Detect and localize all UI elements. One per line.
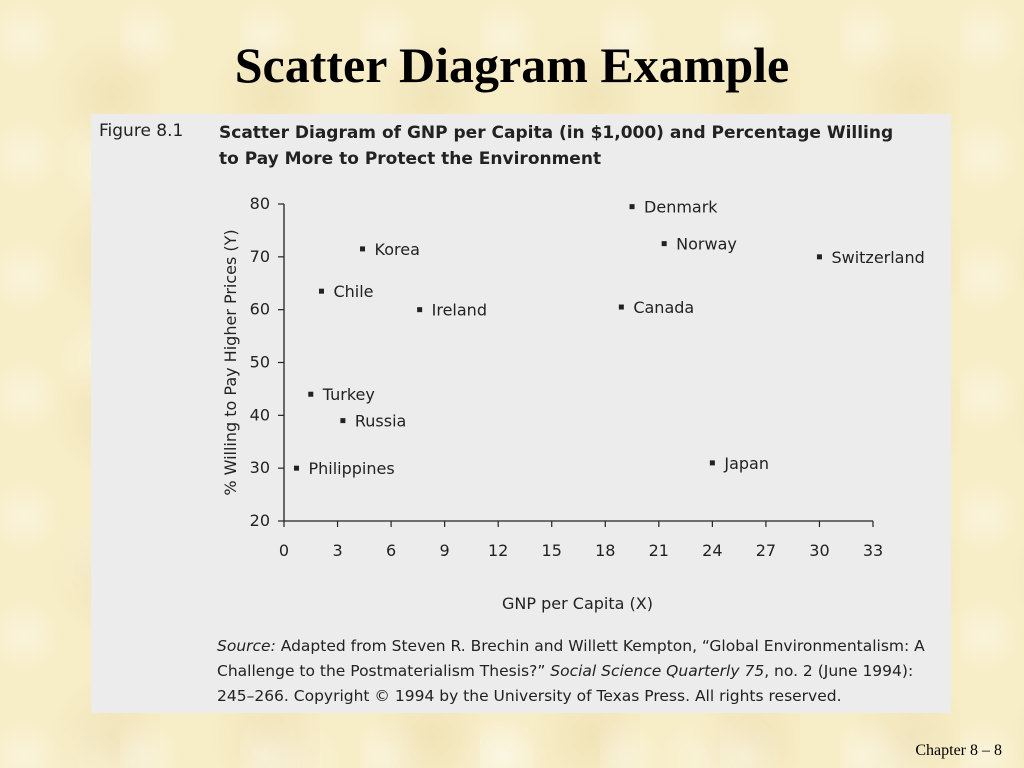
data-point — [817, 254, 822, 259]
x-tick-label: 6 — [385, 541, 397, 560]
data-point — [319, 289, 324, 294]
data-point — [417, 307, 422, 312]
data-point — [662, 241, 667, 246]
y-tick-label: 70 — [249, 246, 270, 266]
data-point — [294, 466, 299, 471]
data-point-label: Philippines — [308, 459, 395, 479]
data-point — [619, 305, 624, 310]
x-tick-label: 15 — [541, 541, 562, 560]
x-tick-label: 27 — [755, 541, 777, 560]
data-point-label: Switzerland — [831, 247, 925, 267]
data-point — [340, 418, 345, 423]
x-tick-label: 3 — [332, 541, 343, 560]
y-tick-label: 40 — [249, 405, 270, 425]
x-axis-label: GNP per Capita (X) — [502, 594, 653, 613]
data-point-label: Turkey — [322, 385, 375, 405]
data-point — [308, 392, 313, 397]
data-point-label: Norway — [676, 234, 737, 254]
data-point-label: Ireland — [431, 300, 487, 320]
figure-title: Scatter Diagram of GNP per Capita (in $1,000) and Percentage Willing to Pay More to Protect the Environment — [219, 123, 894, 169]
figure-label: Figure 8.1 — [99, 121, 184, 141]
x-tick-label: 9 — [439, 541, 450, 560]
x-tick-label: 12 — [488, 541, 509, 560]
data-point-label: Russia — [354, 411, 407, 431]
data-point-label: Canada — [633, 298, 695, 318]
x-tick-label: 30 — [809, 541, 830, 560]
data-point-label: Chile — [333, 282, 374, 302]
source-part-2: , no. 2 (June 1994): 245–266. Copyright © 1994 by the University of Texas Press. All rights reserved. — [217, 662, 914, 705]
source-lead: Source: — [217, 637, 276, 655]
data-point — [710, 460, 715, 465]
figure-source — [217, 634, 947, 709]
y-tick-label: 50 — [249, 352, 270, 372]
x-tick-label: 18 — [595, 541, 616, 560]
y-tick-label: 80 — [249, 194, 270, 213]
y-tick-label: 20 — [249, 511, 270, 530]
x-tick-label: 0 — [278, 541, 290, 560]
x-tick-label: 21 — [648, 541, 669, 560]
scatter-chart — [91, 114, 951, 629]
data-point — [630, 204, 635, 209]
source-part-1: Adapted from Steven R. Brechin and Willett Kempton, “Global Environmentalism: A Challenge to the Postmaterialism Thesis?” — [217, 637, 925, 680]
x-tick-label: 24 — [702, 541, 723, 560]
x-tick-label: 33 — [862, 541, 884, 560]
slide-title: Scatter Diagram Example — [234, 37, 790, 93]
slide-footer: Chapter 8 – 8 — [915, 742, 1002, 759]
data-point-label: Denmark — [644, 197, 718, 217]
y-tick-label: 30 — [249, 458, 270, 478]
figure-panel — [91, 114, 951, 713]
data-point-label: Japan — [724, 453, 769, 473]
y-axis-label: % Willing to Pay Higher Prices (Y) — [221, 229, 240, 496]
y-tick-label: 60 — [249, 299, 270, 319]
data-point-label: Korea — [374, 239, 420, 259]
data-point — [360, 246, 365, 251]
source-journal: Social Science Quarterly 75 — [550, 662, 765, 680]
